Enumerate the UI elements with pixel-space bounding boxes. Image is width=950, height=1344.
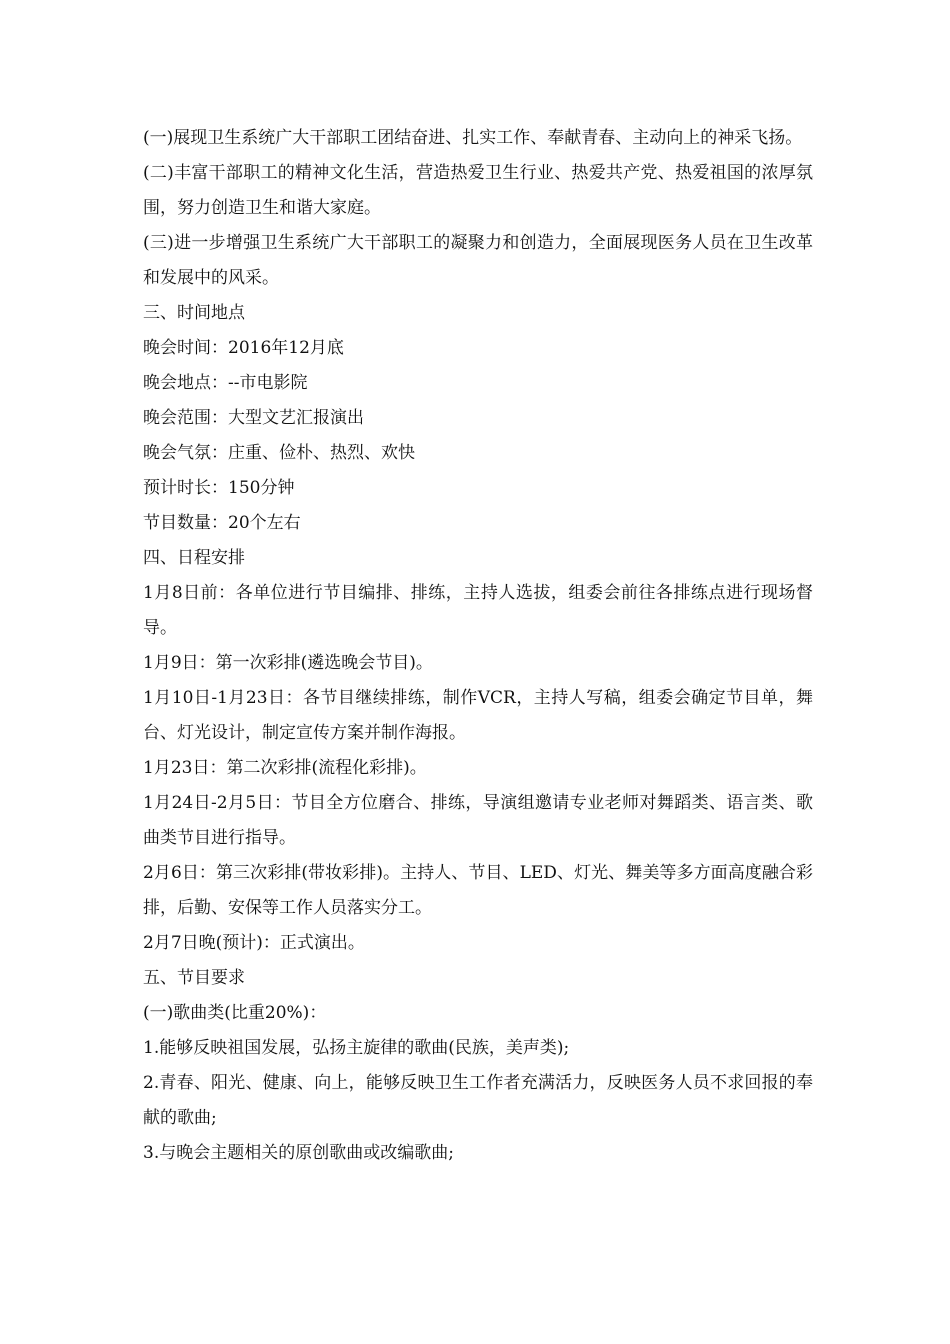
paragraph-event-venue: 晚会地点：--市电影院 — [143, 373, 308, 393]
schedule-item: 1月10日-1月23日：各节目继续排练，制作VCR，主持人写稿，组委会确定节目单，舞台、灯光设计，制定宣传方案并制作海报。 — [143, 688, 813, 743]
paragraph-event-duration: 预计时长：150分钟 — [143, 478, 295, 498]
paragraph-event-scope: 晚会范围：大型文艺汇报演出 — [143, 408, 364, 428]
schedule-item: 1月8日前：各单位进行节目编排、排练，主持人选拔，组委会前往各排练点进行现场督导。 — [143, 583, 813, 638]
paragraph-goal-1: (一)展现卫生系统广大干部职工团结奋进、扎实工作、奉献青春、主动向上的神采飞扬。 — [143, 128, 803, 148]
section-heading-schedule: 四、日程安排 — [143, 548, 245, 568]
requirement-item: 3.与晚会主题相关的原创歌曲或改编歌曲; — [143, 1143, 454, 1163]
section-heading-time-place: 三、时间地点 — [143, 303, 245, 323]
paragraph-program-count: 节目数量：20个左右 — [143, 513, 301, 533]
document-body — [143, 121, 813, 1171]
requirement-item: 2.青春、阳光、健康、向上，能够反映卫生工作者充满活力，反映医务人员不求回报的奉献的歌曲; — [143, 1073, 813, 1128]
subsection-heading-songs: (一)歌曲类(比重20%)： — [143, 1003, 327, 1023]
paragraph-event-time: 晚会时间：2016年12月底 — [143, 338, 344, 358]
schedule-item: 1月9日：第一次彩排(遴选晚会节目)。 — [143, 653, 433, 673]
section-heading-requirements: 五、节目要求 — [143, 968, 245, 988]
paragraph-goal-2: (二)丰富干部职工的精神文化生活，营造热爱卫生行业、热爱共产党、热爱祖国的浓厚氛围，努力创造卫生和谐大家庭。 — [143, 163, 813, 218]
requirement-item: 1.能够反映祖国发展，弘扬主旋律的歌曲(民族，美声类); — [143, 1038, 570, 1058]
schedule-item: 1月24日-2月5日：节目全方位磨合、排练，导演组邀请专业老师对舞蹈类、语言类、歌曲类节目进行指导。 — [143, 793, 813, 848]
schedule-item: 2月6日：第三次彩排(带妆彩排)。主持人、节目、LED、灯光、舞美等多方面高度融合彩排，后勤、安保等工作人员落实分工。 — [143, 863, 813, 918]
schedule-item: 2月7日晚(预计)：正式演出。 — [143, 933, 365, 953]
paragraph-event-atmosphere: 晚会气氛：庄重、俭朴、热烈、欢快 — [143, 443, 415, 463]
schedule-item: 1月23日：第二次彩排(流程化彩排)。 — [143, 758, 427, 778]
paragraph-goal-3: (三)进一步增强卫生系统广大干部职工的凝聚力和创造力，全面展现医务人员在卫生改革和发展中的风采。 — [143, 233, 813, 288]
